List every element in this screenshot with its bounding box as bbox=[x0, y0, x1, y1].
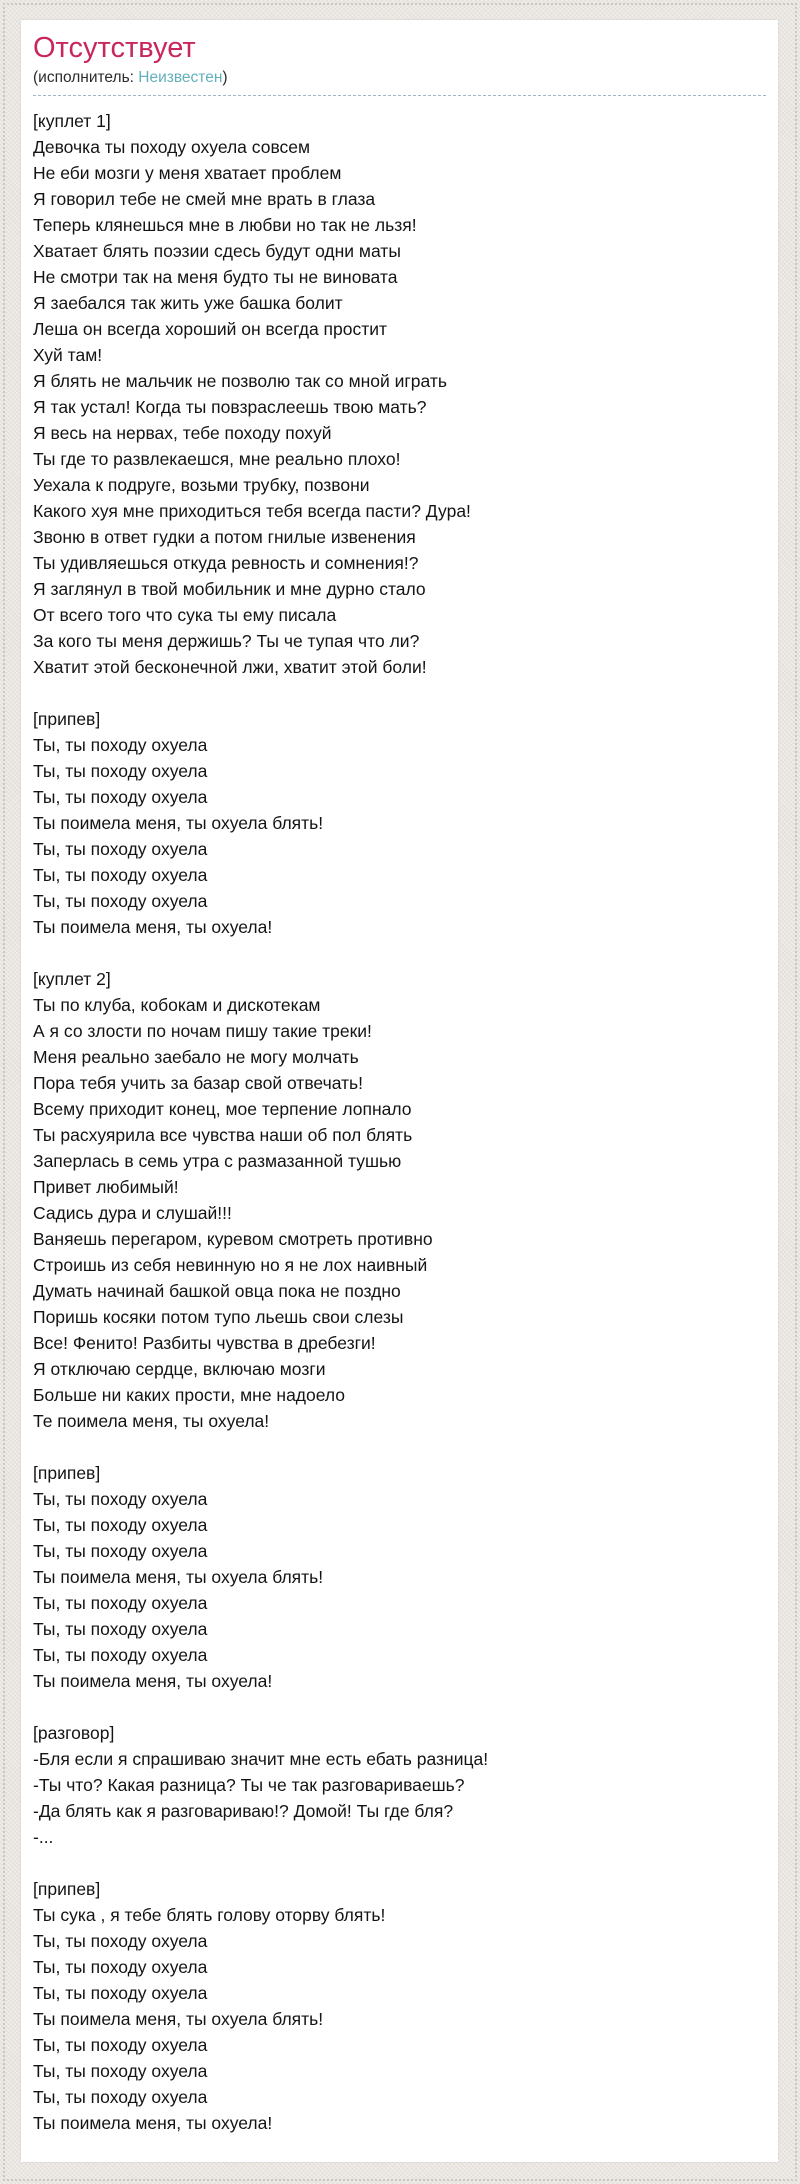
lyric-line: Хуй там! bbox=[33, 345, 103, 366]
lyric-line: Заперлась в семь утра с размазанной тушью bbox=[33, 1151, 402, 1172]
stanza bbox=[33, 108, 766, 680]
lyric-line: Меня реально заебало не могу молчать bbox=[33, 1047, 359, 1068]
lyric-line: Уехала к подруге, возьми трубку, позвони bbox=[33, 475, 370, 496]
lyric-line: Ты, ты походу охуела bbox=[33, 839, 208, 860]
lyric-line: -Да блять как я разговариваю!? Домой! Ты где бля? bbox=[33, 1801, 454, 1822]
lyric-line: Я отключаю сердце, включаю мозги bbox=[33, 1359, 326, 1380]
lyric-line: Звоню в ответ гудки а потом гнилые извенения bbox=[33, 527, 416, 548]
lyric-line: Ты, ты походу охуела bbox=[33, 1645, 208, 1666]
stanza-label: [куплет 2] bbox=[33, 969, 111, 990]
artist-label-open: (исполнитель: bbox=[33, 69, 139, 87]
lyric-line: А я со злости по ночам пишу такие треки! bbox=[33, 1021, 372, 1042]
lyric-line: Ты поимела меня, ты охуела! bbox=[33, 1671, 273, 1692]
stanza-label: [разговор] bbox=[33, 1723, 115, 1744]
lyric-line: Думать начинай башкой овца пока не поздно bbox=[33, 1281, 401, 1302]
lyric-line: Ты, ты походу охуела bbox=[33, 1593, 208, 1614]
lyric-line: Я говорил тебе не смей мне врать в глаза bbox=[33, 189, 376, 210]
stanza-label: [куплет 1] bbox=[33, 111, 111, 132]
lyric-line: Все! Фенито! Разбиты чувства в дребезги! bbox=[33, 1333, 376, 1354]
lyric-line: Ты, ты походу охуела bbox=[33, 1541, 208, 1562]
lyric-line: Ты где то развлекаешся, мне реально плохо! bbox=[33, 449, 401, 470]
lyric-line: Ты, ты походу охуела bbox=[33, 761, 208, 782]
lyric-line: Ты поимела меня, ты охуела блять! bbox=[33, 1567, 324, 1588]
stanza bbox=[33, 1460, 766, 1694]
song-title: Отсутствует bbox=[33, 32, 196, 64]
lyric-line: От всего того что сука ты ему писала bbox=[33, 605, 337, 626]
lyric-line: Ты, ты походу охуела bbox=[33, 2035, 208, 2056]
lyric-line: Ты удивляешься откуда ревность и сомнения!? bbox=[33, 553, 419, 574]
lyric-line: Те поимела меня, ты охуела! bbox=[33, 1411, 270, 1432]
stanza-label: [припев] bbox=[33, 1879, 101, 1900]
lyric-line: Я весь на нервах, тебе походу похуй bbox=[33, 423, 332, 444]
lyric-line: Какого хуя мне приходиться тебя всегда пасти? Дура! bbox=[33, 501, 471, 522]
lyric-line: За кого ты меня держишь? Ты че тупая что ли? bbox=[33, 631, 420, 652]
lyric-line: Я заебался так жить уже башка болит bbox=[33, 293, 343, 314]
stanza-label: [припев] bbox=[33, 1463, 101, 1484]
lyric-line: Ты поимела меня, ты охуела! bbox=[33, 2113, 273, 2134]
artist-line bbox=[33, 68, 766, 96]
lyric-line: Ты, ты походу охуела bbox=[33, 1957, 208, 1978]
lyric-line: Поришь косяки потом тупо льешь свои слезы bbox=[33, 1307, 404, 1328]
lyric-line: -Бля если я спрашиваю значит мне есть ебать разница! bbox=[33, 1749, 489, 1770]
lyric-line: Ты, ты походу охуела bbox=[33, 2087, 208, 2108]
lyric-line: Строишь из себя невинную но я не лох наивный bbox=[33, 1255, 428, 1276]
lyric-line: Ты сука , я тебе блять голову оторву блять! bbox=[33, 1905, 386, 1926]
lyric-line: Ваняешь перегаром, куревом смотреть противно bbox=[33, 1229, 433, 1250]
lyric-line: Привет любимый! bbox=[33, 1177, 179, 1198]
lyric-line: Хватает блять поэзии сдесь будут одни маты bbox=[33, 241, 401, 262]
lyric-line: Ты расхуярила все чувства наши об пол блять bbox=[33, 1125, 413, 1146]
lyric-line: Не еби мозги у меня хватает проблем bbox=[33, 163, 342, 184]
lyric-line: Девочка ты походу охуела совсем bbox=[33, 137, 311, 158]
lyric-line: Теперь клянешься мне в любви но так не льзя! bbox=[33, 215, 417, 236]
lyric-line: Ты, ты походу охуела bbox=[33, 2061, 208, 2082]
lyric-line: Ты, ты походу охуела bbox=[33, 865, 208, 886]
lyric-line: Ты, ты походу охуела bbox=[33, 787, 208, 808]
lyric-line: -... bbox=[33, 1827, 54, 1848]
lyric-line: Всему приходит конец, мое терпение лопнало bbox=[33, 1099, 412, 1120]
lyric-line: Ты, ты походу охуела bbox=[33, 1489, 208, 1510]
lyric-line: Пора тебя учить за базар свой отвечать! bbox=[33, 1073, 364, 1094]
lyric-line: Ты, ты походу охуела bbox=[33, 1515, 208, 1536]
lyric-line: Садись дура и слушай!!! bbox=[33, 1203, 232, 1224]
lyric-line: Ты поимела меня, ты охуела блять! bbox=[33, 2009, 324, 2030]
lyric-line: Ты, ты походу охуела bbox=[33, 1931, 208, 1952]
lyric-line: -Ты что? Какая разница? Ты че так разговариваешь? bbox=[33, 1775, 465, 1796]
stanza bbox=[33, 706, 766, 940]
lyric-line: Ты, ты походу охуела bbox=[33, 735, 208, 756]
lyric-line: Леша он всегда хороший он всегда простит bbox=[33, 319, 388, 340]
stanza bbox=[33, 966, 766, 1434]
stanza bbox=[33, 1876, 766, 2136]
lyric-line: Не смотри так на меня будто ты не виновата bbox=[33, 267, 398, 288]
lyric-line: Больше ни каких прости, мне надоело bbox=[33, 1385, 346, 1406]
stanza bbox=[33, 1720, 766, 1850]
lyrics-card bbox=[21, 20, 778, 2162]
lyric-line: Ты поимела меня, ты охуела блять! bbox=[33, 813, 324, 834]
lyric-line: Ты, ты походу охуела bbox=[33, 891, 208, 912]
lyric-line: Хватит этой бесконечной лжи, хватит этой боли! bbox=[33, 657, 427, 678]
lyric-line: Я так устал! Когда ты повзраслеешь твою мать? bbox=[33, 397, 427, 418]
artist-link[interactable]: Неизвестен bbox=[138, 69, 223, 87]
lyric-line: Ты, ты походу охуела bbox=[33, 1619, 208, 1640]
lyric-line: Я заглянул в твой мобильник и мне дурно стало bbox=[33, 579, 426, 600]
lyric-line: Ты по клуба, кобокам и дискотекам bbox=[33, 995, 321, 1016]
lyric-line: Я блять не мальчик не позволю так со мной играть bbox=[33, 371, 448, 392]
artist-label-close: ) bbox=[222, 69, 228, 87]
stanza-label: [припев] bbox=[33, 709, 101, 730]
lyric-line: Ты поимела меня, ты охуела! bbox=[33, 917, 273, 938]
lyric-line: Ты, ты походу охуела bbox=[33, 1983, 208, 2004]
lyrics-text bbox=[33, 108, 766, 2136]
